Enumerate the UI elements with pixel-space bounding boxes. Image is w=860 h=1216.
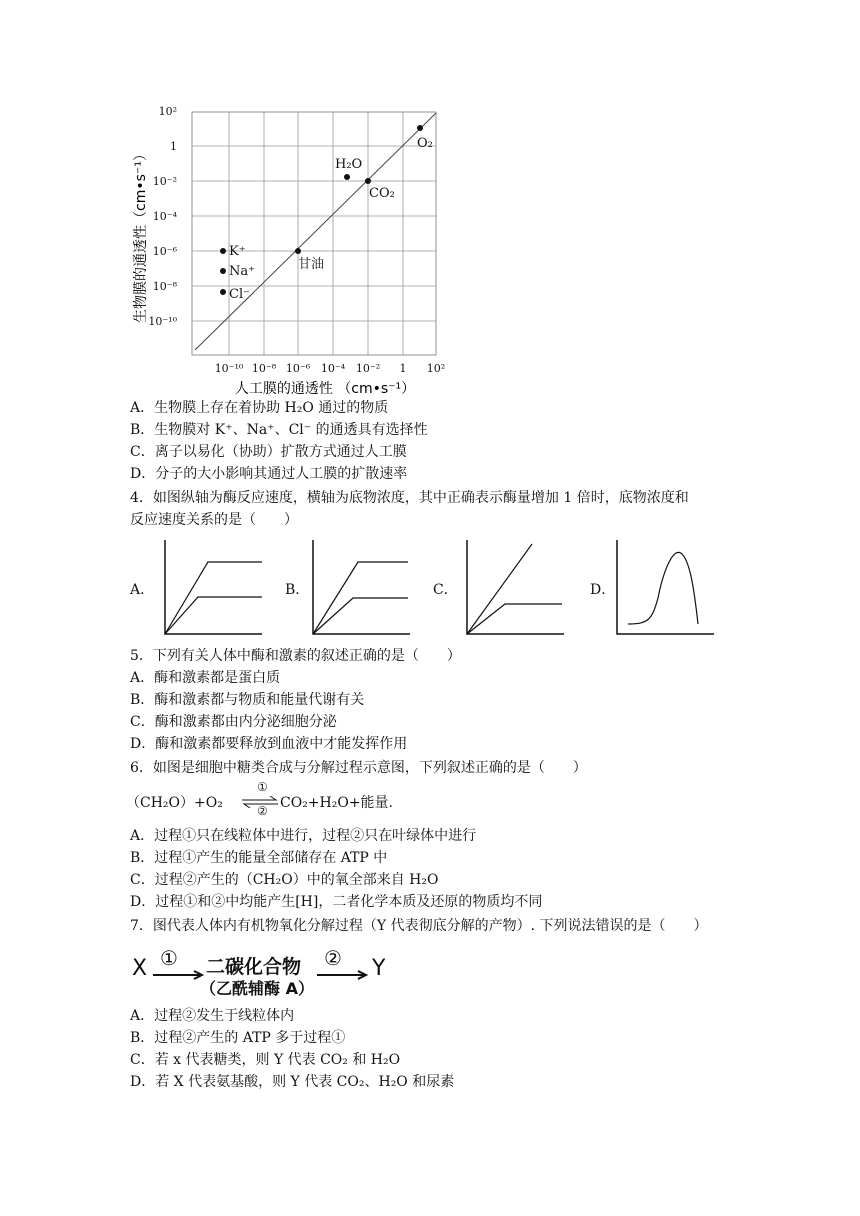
x-tick-label: 1 [399,362,407,375]
q7-step2: ② [324,946,342,970]
q6-option-d: D．过程①和②中均能产生[H]，二者化学本质及还原的物质均不同 [130,894,543,910]
y-tick-label: 10⁻⁸ [152,280,177,293]
q7-option-a: A．过程②发生于线粒体内 [130,1008,295,1024]
point-na [220,268,226,274]
arrow-right-icon [316,970,368,980]
point-k [220,248,226,254]
q4-graph-a [160,538,265,638]
q3-option-a: A．生物膜上存在着协助 H₂O 通过的物质 [130,400,389,416]
point-label-na: Na⁺ [229,264,255,279]
q4-stem: 4．如图纵轴为酶反应速度，横轴为底物浓度，其中正确表示酶量增加 1 倍时，底物浓度和 [130,490,689,506]
q7-x: X [132,956,148,981]
q3-option-c: C．离子以易化（协助）扩散方式通过人工膜 [130,444,407,460]
reference-line [195,113,436,350]
q5-option-a: A．酶和激素都是蛋白质 [130,670,281,686]
point-glycerol [295,248,301,254]
point-label-cl: Cl⁻ [229,287,250,302]
x-axis-label: 人工膜的通透性 （cm•s⁻¹） [234,381,416,397]
point-label-h2o: H₂O [335,157,363,172]
point-label-k: K⁺ [229,244,246,259]
y-tick-label: 10⁻¹⁰ [148,315,177,328]
q7-option-c: C．若 x 代表糖类，则 Y 代表 CO₂ 和 H₂O [130,1052,401,1068]
point-label-o2: O₂ [417,136,433,151]
q4-label-d: D． [590,582,616,598]
x-tick-label: 10⁻⁸ [251,362,277,375]
q7-step1: ① [160,946,178,970]
q6-equation [126,782,486,818]
q6-eq-left: （CH₂O）+O₂ [126,795,223,811]
q6-stem: 6．如图是细胞中糖类合成与分解过程示意图，下列叙述正确的是（ ） [130,760,587,776]
q5-option-d: D．酶和激素都要释放到血液中才能发挥作用 [130,736,408,752]
q7-mid-bottom: （乙酰辅酶 A） [200,979,314,998]
q5-option-c: C．酶和激素都由内分泌细胞分泌 [130,714,337,730]
y-tick-label: 10² [158,105,177,118]
y-tick-label: 10⁻² [152,175,177,188]
x-tick-label: 10⁻⁴ [320,362,346,375]
point-cl [220,289,226,295]
q7-mid-top: 二碳化合物 [206,956,302,978]
q6-option-b: B．过程①产生的能量全部储存在 ATP 中 [130,850,388,866]
y-tick-label: 1 [170,140,177,153]
q7-option-d: D．若 X 代表氨基酸，则 Y 代表 CO₂、H₂O 和尿素 [130,1074,455,1090]
point-label-glycerol: 甘油 [298,257,325,272]
q7-stem: 7．图代表人体内有机物氧化分解过程（Y 代表彻底分解的产物）. 下列说法错误的是（ ） [130,918,708,934]
permeability-chart [125,100,455,400]
y-axis-label: 生物膜的通透性（cm•s⁻¹） [133,147,149,323]
reversible-arrow-icon [240,796,280,808]
q6-option-c: C．过程②产生的（CH₂O）中的氧全部来自 H₂O [130,872,439,888]
q6-eq-right: CO₂+H₂O+能量. [280,795,394,811]
q4-graph-b [308,538,413,638]
point-o2 [417,125,423,131]
q4-stem-cont: 反应速度关系的是（ ） [130,512,298,528]
q6-option-a: A．过程①只在线粒体中进行，过程②只在叶绿体中进行 [130,828,477,844]
q3-option-b: B．生物膜对 K⁺、Na⁺、Cl⁻ 的通透具有选择性 [130,422,428,438]
q4-label-b: B． [285,582,310,598]
x-tick-label: 10⁻⁶ [285,362,311,375]
q4-label-a: A． [130,582,155,598]
q5-option-b: B．酶和激素都与物质和能量代谢有关 [130,692,365,708]
q5-stem: 5．下列有关人体中酶和激素的叙述正确的是（ ） [130,648,461,664]
q4-label-c: C． [433,582,458,598]
q7-y: Y [372,956,386,981]
arrow-right-icon [152,970,204,980]
x-tick-label: 10⁻² [355,362,381,375]
point-h2o [344,174,350,180]
q7-diagram [128,948,398,1000]
point-label-co2: CO₂ [369,186,395,201]
q7-option-b: B．过程②产生的 ATP 多于过程① [130,1030,346,1046]
x-tick-label: 10⁻¹⁰ [214,362,244,375]
q4-graph-c [462,538,567,638]
q6-step2: ② [257,804,268,818]
q6-step1: ① [257,780,268,794]
q4-graph-d [612,538,717,638]
q3-option-d: D．分子的大小影响其通过人工膜的扩散速率 [130,466,408,482]
point-co2 [365,178,371,184]
x-tick-label: 10² [426,362,446,375]
y-tick-label: 10⁻⁴ [152,210,177,223]
y-tick-label: 10⁻⁶ [152,245,177,258]
